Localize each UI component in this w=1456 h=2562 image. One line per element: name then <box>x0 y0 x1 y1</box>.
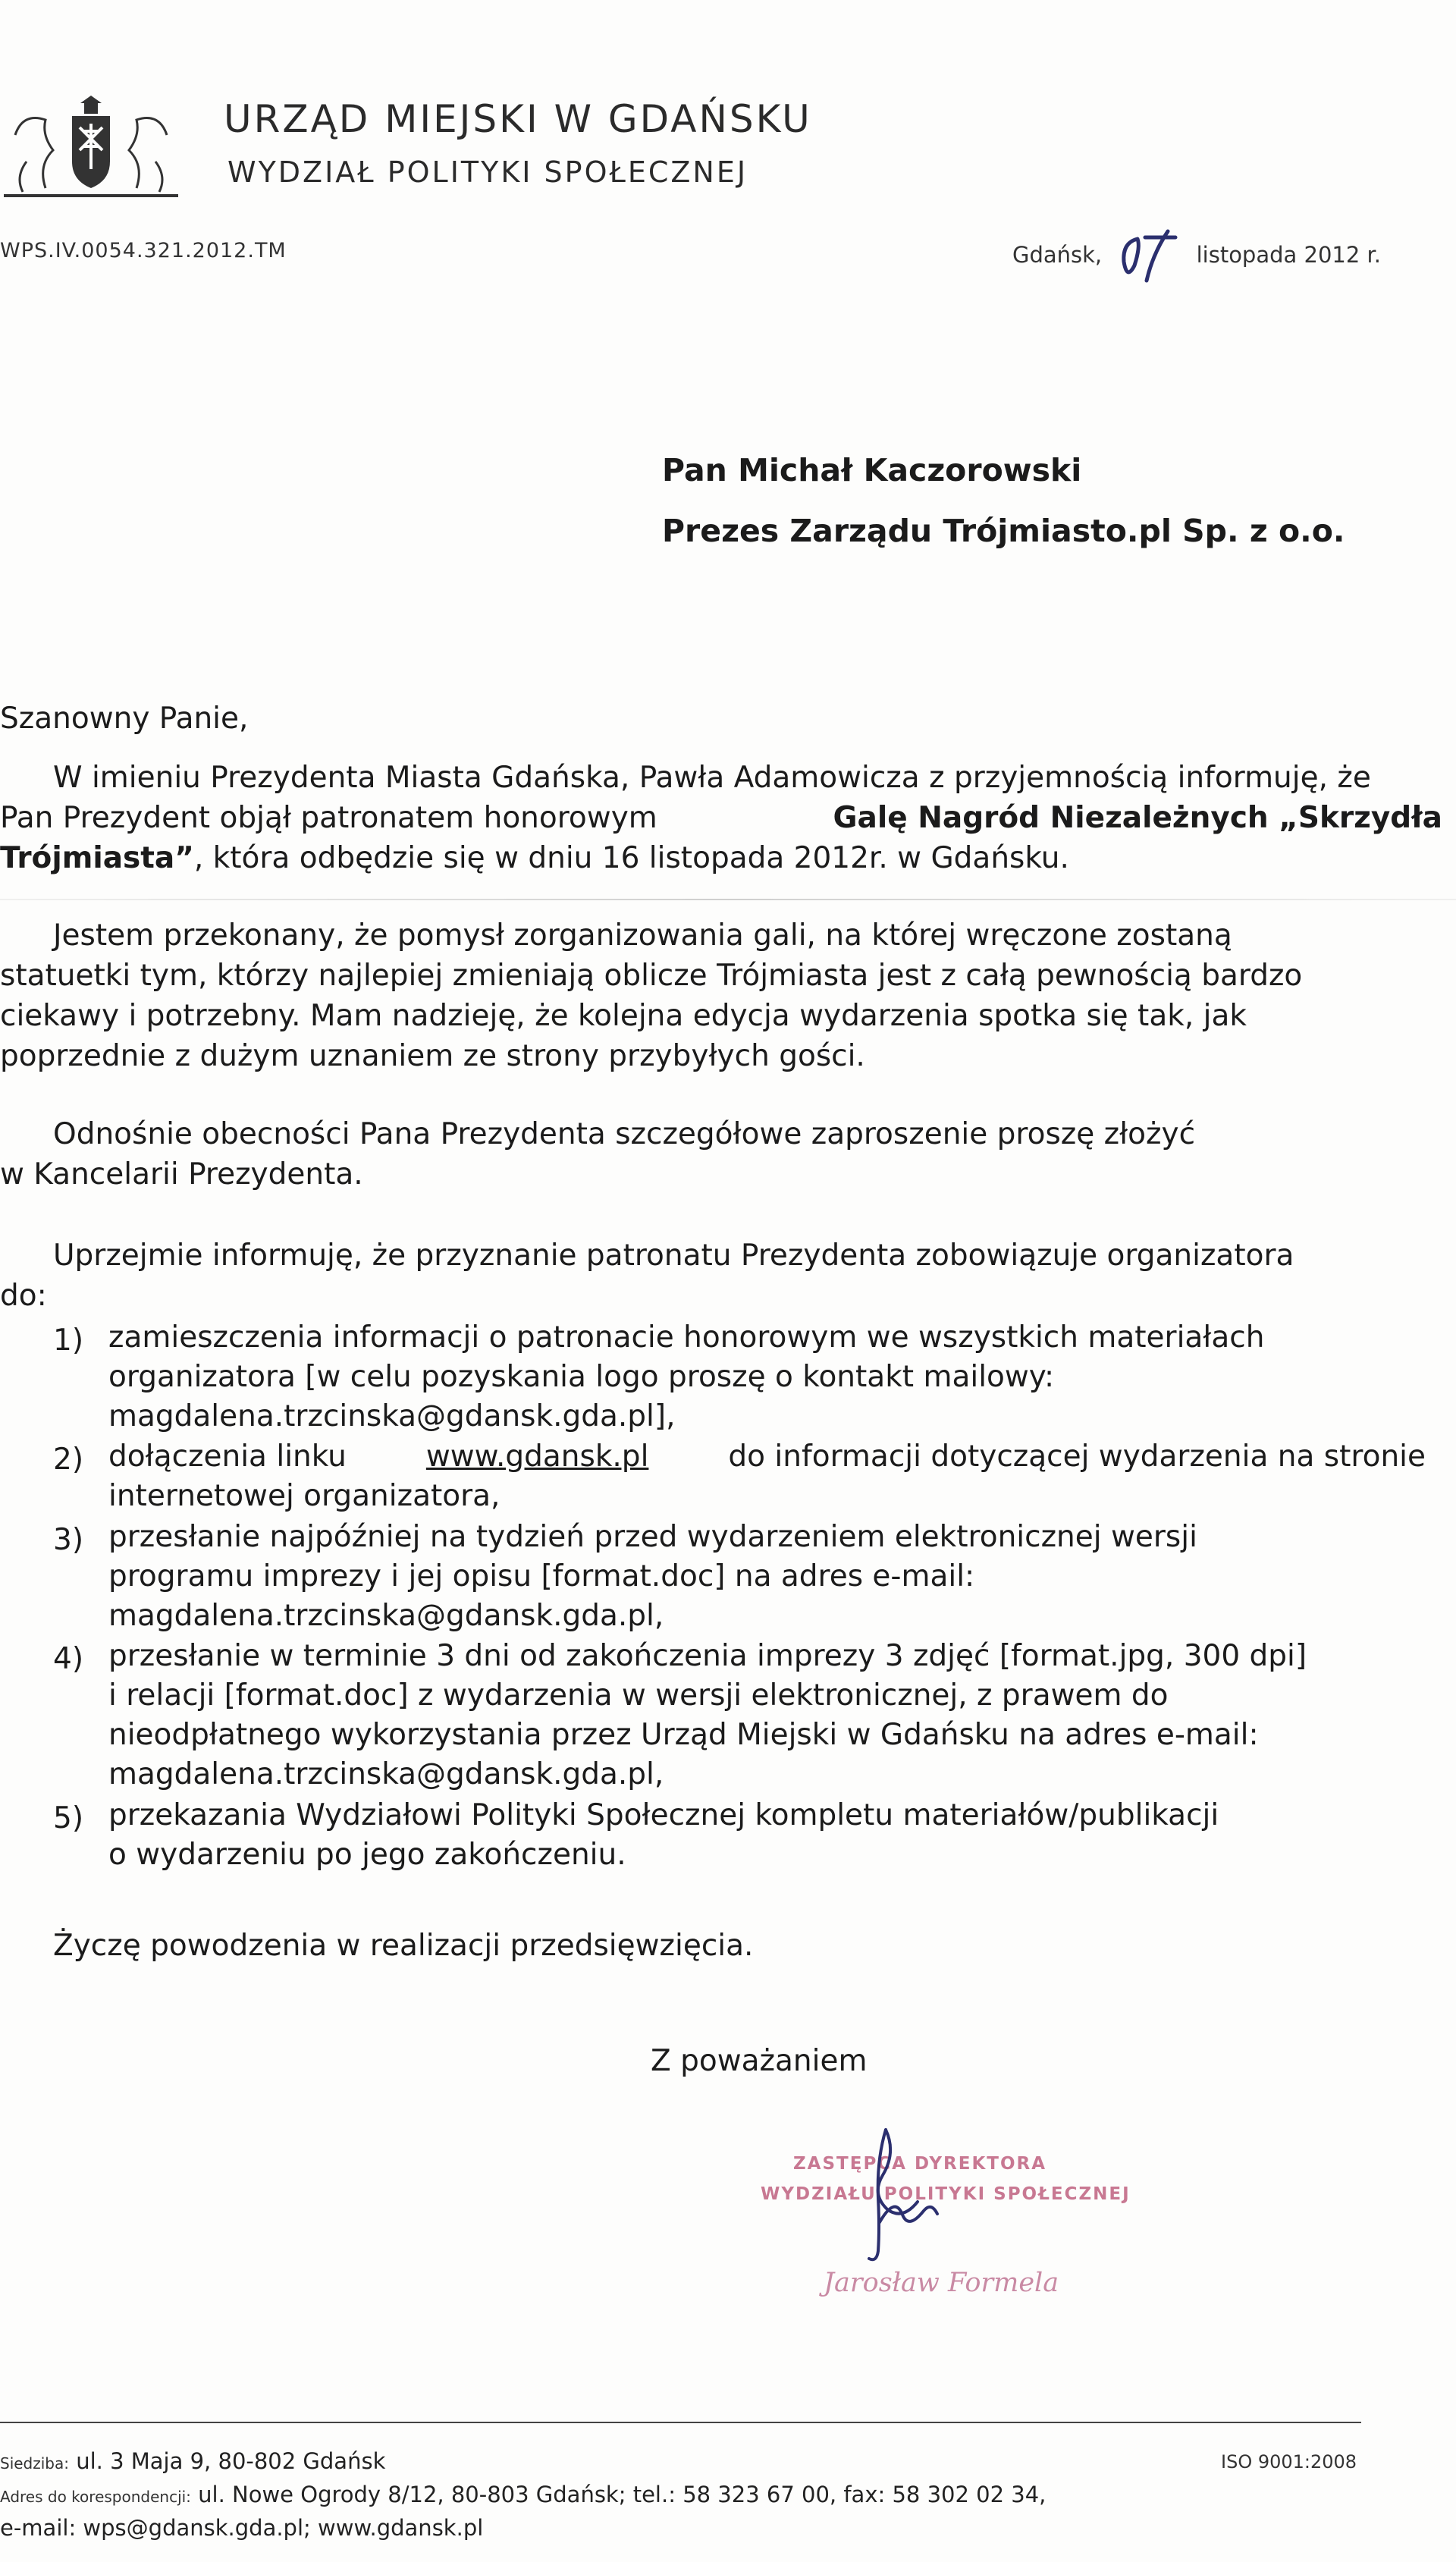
event-name-part-2: Trójmiasta” <box>0 841 194 875</box>
list-item-1-number: 1) <box>53 1323 84 1358</box>
paragraph-2-line-3: ciekawy i potrzebny. Mam nadzieję, że kolejna edycja wydarzenia spotka się tak, jak <box>0 999 1247 1033</box>
list-item-4-line-3: nieodpłatnego wykorzystania przez Urząd Miejski w Gdańsku na adres e-mail: <box>108 1718 1259 1752</box>
addressee-title: Prezes Zarządu Trójmiasto.pl Sp. z o.o. <box>662 513 1345 549</box>
list-item-2-text-b: do informacji dotyczącej wydarzenia na stronie <box>728 1440 1426 1474</box>
closing-wish: Życzę powodzenia w realizacji przedsięwzięcia. <box>53 1929 754 1963</box>
addressee-name: Pan Michał Kaczorowski <box>662 452 1082 488</box>
list-item-1-line-1: zamieszczenia informacji o patronacie honorowym we wszystkich materiałach <box>108 1320 1265 1355</box>
footer-seat-address: ul. 3 Maja 9, 80-802 Gdańsk <box>76 2448 386 2474</box>
reference-number: WPS.IV.0054.321.2012.TM <box>0 239 287 262</box>
organization-name: URZĄD MIEJSKI W GDAŃSKU <box>224 97 812 141</box>
event-name-part-1: Galę Nagród Niezależnych „Skrzydła <box>833 801 1442 835</box>
gdansk-website-link[interactable]: www.gdansk.pl <box>425 1440 649 1474</box>
list-item-5-line-1: przekazania Wydziałowi Polityki Społecznej kompletu materiałów/publikacji <box>108 1798 1219 1832</box>
list-item-5-number: 5) <box>53 1801 84 1835</box>
footer-correspondence-address: ul. Nowe Ogrody 8/12, 80-803 Gdańsk; tel.: 58 323 67 00, fax: 58 302 02 34, <box>198 2482 1046 2507</box>
paragraph-3-line-2: w Kancelarii Prezydenta. <box>0 1157 363 1192</box>
paragraph-2-line-1: Jestem przekonany, że pomysł zorganizowania gali, na której wręczone zostaną <box>53 918 1232 953</box>
footer-divider <box>0 2422 1361 2423</box>
stamp-title-line-1: ZASTĘPCA DYREKTORA <box>793 2154 1047 2174</box>
list-item-2-line-2: internetowej organizatora, <box>108 1479 500 1513</box>
footer-correspondence-label: Adres do korespondencji: <box>0 2488 191 2506</box>
paragraph-4-line-2: do: <box>0 1279 47 1313</box>
iso-certification: ISO 9001:2008 <box>1221 2451 1357 2473</box>
stamp-name: Jarosław Formela <box>824 2268 1059 2298</box>
paragraph-1-line-1: W imieniu Prezydenta Miasta Gdańska, Pawła Adamowicza z przyjemnością informuję, że <box>53 761 1371 795</box>
department-name: WYDZIAŁ POLITYKI SPOŁECZNEJ <box>228 155 748 189</box>
list-item-3-line-3: magdalena.trzcinska@gdansk.gda.pl, <box>108 1599 664 1633</box>
footer-correspondence <box>0 2482 1046 2507</box>
p1-line3-text: , która odbędzie się w dniu 16 listopada 2012r. w Gdańsku. <box>193 841 1069 875</box>
date-suffix: listopada 2012 r. <box>1196 242 1382 268</box>
closing-phrase: Z poważaniem <box>651 2044 868 2078</box>
footer-seat-label: Siedziba: <box>0 2454 69 2473</box>
paragraph-3-line-1: Odnośnie obecności Pana Prezydenta szczegółowe zaproszenie proszę złożyć <box>53 1117 1196 1151</box>
date-prefix: Gdańsk, <box>1012 242 1103 268</box>
list-item-2-line-1 <box>108 1437 1426 1477</box>
paragraph-1-line-2 <box>0 799 1442 838</box>
list-item-1-line-2: organizatora [w celu pozyskania logo proszę o kontakt mailowy: <box>108 1360 1055 1394</box>
list-item-3-line-2: programu imprezy i jej opisu [format.doc] na adres e-mail: <box>108 1559 975 1593</box>
handwritten-signature <box>834 2124 986 2275</box>
letter-date <box>1012 237 1381 275</box>
list-item-2-number: 2) <box>53 1443 84 1477</box>
list-item-5-line-2: o wydarzeniu po jego zakończeniu. <box>108 1838 626 1872</box>
footer-contact: e-mail: wps@gdansk.gda.pl; www.gdansk.pl <box>0 2515 484 2541</box>
list-item-3-line-1: przesłanie najpóźniej na tydzień przed wydarzeniem elektronicznej wersji <box>108 1520 1197 1554</box>
stamp-title-line-2: WYDZIAŁU POLITYKI SPOŁECZNEJ <box>761 2184 1131 2204</box>
list-item-1-line-3: magdalena.trzcinska@gdansk.gda.pl], <box>108 1399 676 1433</box>
salutation: Szanowny Panie, <box>0 702 249 736</box>
gdansk-coat-of-arms-logo <box>0 89 182 203</box>
paragraph-2-line-2: statuetki tym, którzy najlepiej zmieniają oblicze Trójmiasta jest z całą pewnością bardzo <box>0 959 1303 993</box>
handwritten-day <box>1115 237 1183 275</box>
footer-seat <box>0 2448 385 2474</box>
list-item-4-line-2: i relacji [format.doc] z wydarzenia w wersji elektronicznej, z prawem do <box>108 1678 1169 1713</box>
list-item-4-number: 4) <box>53 1642 84 1676</box>
paragraph-4-line-1: Uprzejmie informuję, że przyznanie patronatu Prezydenta zobowiązuje organizatora <box>53 1239 1294 1273</box>
paragraph-1-line-3 <box>0 839 1442 878</box>
list-item-2-text-a: dołączenia linku <box>108 1440 347 1474</box>
p1-line2-text: Pan Prezydent objął patronatem honorowym <box>0 801 657 835</box>
list-item-3-number: 3) <box>53 1523 84 1557</box>
paper-fold-line <box>0 899 1456 900</box>
list-item-4-line-1: przesłanie w terminie 3 dni od zakończenia imprezy 3 zdjęć [format.jpg, 300 dpi] <box>108 1639 1307 1673</box>
paragraph-2-line-4: poprzednie z dużym uznaniem ze strony przybyłych gości. <box>0 1039 865 1073</box>
list-item-4-line-4: magdalena.trzcinska@gdansk.gda.pl, <box>108 1757 664 1791</box>
